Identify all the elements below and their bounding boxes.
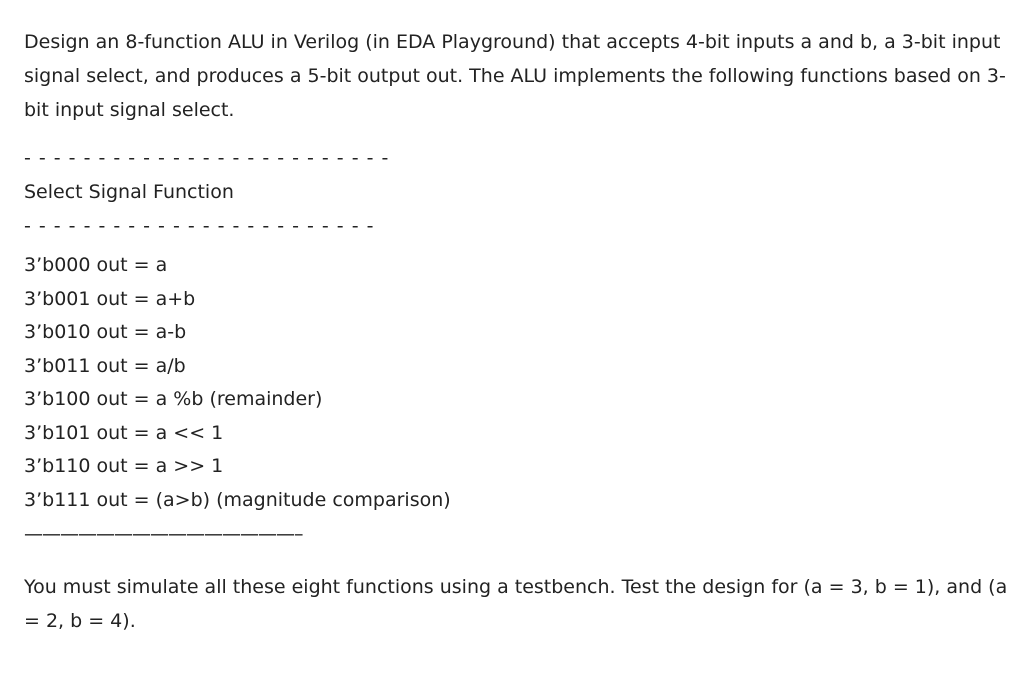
document-body [24, 25, 1014, 657]
divider-mid: - - - - - - - - - - - - - - - - - - - - - - - - [24, 215, 375, 237]
function-row-100: 3’b100 out = a %b (remainder) [24, 388, 323, 410]
function-row-001: 3’b001 out = a+b [24, 287, 196, 310]
function-row-000: 3’b000 out = a [24, 254, 168, 276]
function-row-011: 3’b011 out = a/b [24, 354, 186, 377]
function-row-101: 3’b101 out = a << 1 [24, 421, 224, 444]
divider-bottom: ———————————————– [24, 523, 303, 545]
divider-top: - - - - - - - - - - - - - - - - - - - - - - - - - [24, 147, 390, 169]
footer-paragraph: You must simulate all these eight functions using a testbench. Test the design for (a = 3, b = 1), and (a = 2, b = 4). [24, 576, 1008, 632]
intro-paragraph: Design an 8-function ALU in Verilog (in EDA Playground) that accepts 4-bit inputs a and b, a 3-bit input signal select, and produces a 5-bit output out. The ALU implements the following functions based on 3-bit input signal select. [24, 31, 1006, 121]
function-row-111: 3’b111 out = (a>b) (magnitude comparison) [24, 488, 451, 511]
table-header: Select Signal Function [24, 181, 234, 203]
function-list [24, 249, 1014, 517]
function-row-110: 3’b110 out = a >> 1 [24, 455, 224, 477]
function-row-010: 3’b010 out = a-b [24, 321, 187, 343]
